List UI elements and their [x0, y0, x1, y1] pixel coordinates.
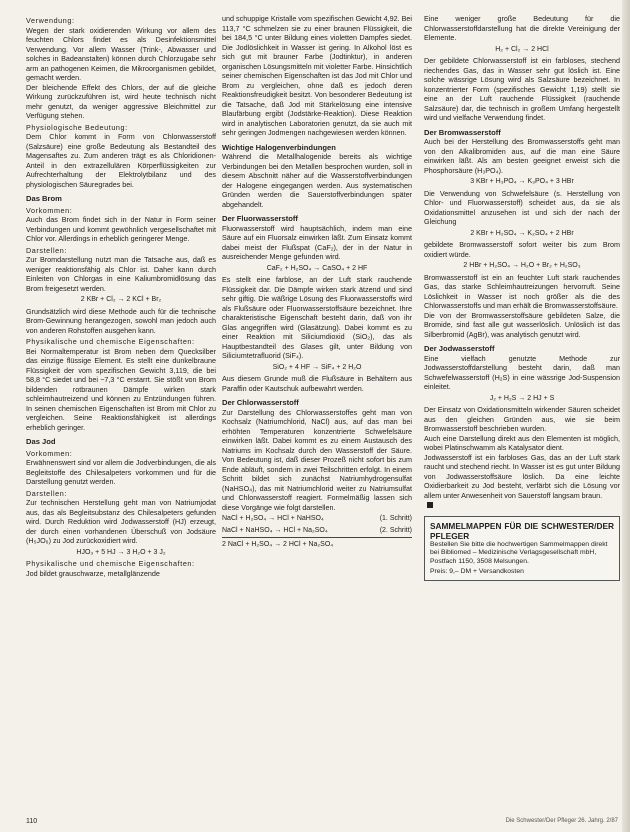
promo-body: Bestellen Sie bitte die hochwertigen Sammelmappen direkt bei Bibliomed – Medizinische Verlagsgesellschaft mbH, Postfach 1150, 3508 Melsungen.	[430, 540, 608, 566]
equation-note: (2. Schritt)	[379, 526, 412, 534]
chemical-equation: SiO₂ + 4 HF → SiF₄ + 2 H₂O	[272, 363, 362, 371]
section-heading: Der Jodwasserstoff	[424, 344, 495, 353]
subheading: Physikalische und chemische Eigenschaften:	[26, 559, 195, 568]
chemical-equation: CaF₂ + H₂SO₄ → CaSO₄ + 2 HF	[266, 264, 368, 272]
subheading: Vorkommen:	[26, 205, 73, 215]
subheading: Physikalische und chemische Eigenschaften:	[26, 337, 195, 346]
subheading: Darstellen:	[26, 488, 67, 498]
paragraph: Grundsätzlich wird diese Methode auch für die technische Brom-Gewinnung herangezogen, sowohl man jedoch auch von anderen Rohstoffen ausgehen kann.	[26, 306, 216, 335]
paragraph: Eine weniger große Bedeutung für die Chlorwasserstoffdarstellung hat die direkte Vereinigung der Elemente.	[424, 14, 620, 42]
chemical-equation: HJO₃ + 5 HJ → 3 H₂O + 3 J₂	[76, 548, 166, 556]
subheading: Verwendung:	[26, 16, 75, 25]
section-heading: Das Brom	[26, 194, 62, 203]
subheading: Darstellen:	[26, 245, 67, 255]
equation-note: (1. Schritt)	[379, 515, 412, 522]
equation-sum: 2 NaCl + H₂SO₄ → 2 HCl + Na₂SO₄	[222, 541, 334, 548]
promo-title: SAMMELMAPPEN FÜR DIE SCHWESTER/DER PFLEGER	[430, 520, 614, 541]
paragraph: Zur technischen Herstellung geht man von Natriumjodat aus, das als Begleitsubstanz des Chilesalpeters gefunden wird. Durch Reduktion wird Jodwasserstoff (HJ) erzeugt, der durch einen vorhandenen Überschuß von Jodsäure (H₅JO₆) zu Jod zurückoxidiert wird.	[26, 498, 216, 545]
equation-divider	[222, 537, 412, 538]
column-middle	[222, 14, 412, 552]
paragraph: Aus diesem Grunde muß die Flußsäure in Behältern aus Paraffin oder Kautschuk aufbewahrt werden.	[222, 374, 412, 393]
paragraph: Bei Normaltemperatur ist Brom neben dem Quecksilber das einzige flüssige Element. Es stellt eine dunkelbraune Flüssigkeit der vom spezifischen Gewicht 3,119, die bei 58,8 °C siedet und bei −7,3 °C erstarrt. Sie stößt von Brom bildenden rotbraunen Dämpfe wirken stark schleimhautreizend und können zu Entzündungen führen. In seinen chemischen Eigenschaften ist Brom mit Chlor zu vergleichen. Seine Reaktionsfähigkeit ist allerdings erheblich geringer.	[26, 346, 216, 432]
paragraph: Zur Bromdarstellung nutzt man die Tatsache aus, daß es weniger reaktionsfähig als Chlor ist. Daher kann durch Einleiten von Chlorgas in eine Kaliumbromidlösung das Brom freigesetzt werden.	[26, 255, 216, 293]
chemical-equation: 2 KBr + H₂SO₄ → K₂SO₄ + 2 HBr	[470, 229, 574, 237]
paragraph: Jodwasserstoff ist ein farbloses Gas, das an der Luft stark raucht und stechend riecht. In Wasser ist es gut unter Bildung von Jodwasserstoffsäure löslich. Da eine leichte Oxidierbarkeit zu Jod besteht, verfärbt sich die Lösung vor allem unter Anwesenheit von Sauerstoff langsam braun.	[424, 452, 620, 500]
paragraph: Jod bildet grauschwarze, metallglänzende	[26, 568, 160, 578]
article-end-mark	[427, 502, 433, 508]
paragraph: gebildete Bromwasserstoff sofort weiter bis zum Brom oxidiert würde.	[424, 240, 620, 259]
paragraph: Der gebildete Chlorwasserstoff ist ein farbloses, stechend riechendes Gas, das in Wasser sehr gut löslich ist. Eine solche wässrige Lösung wird als Salzsäure bezeichnet. In konzentrierter Form (spezifisches Gewicht 1,19) stellt sie eine an der Luft rauchende Flüssigkeit (rauchende Salzsäure) dar, die technisch in großem Umfang hergestellt wird und vielfache Verwendung findet.	[424, 56, 620, 122]
column-right	[424, 14, 620, 581]
paragraph: Während die Metallhalogenide bereits als wichtige Verbindungen bei den Metallen besprochen wurden, soll in diesem Abschnitt näher auf die Wasserstoffverbindungen der Halogene eingegangen werden. Aus systematischen Gründen werden die Sauerstoffverbindungen später abgehandelt.	[222, 152, 412, 209]
subheading: Physiologische Bedeutung:	[26, 122, 128, 132]
paragraph: Der Einsatz von Oxidationsmitteln wirkender Säuren scheidet aus den gleichen Gründen aus, wie sie beim Bromwasserstoff beschrieben wurden.	[424, 405, 620, 433]
paragraph: Die Verwendung von Schwefelsäure (s. Herstellung von Chlor- und Fluorwasserstoff) scheidet aus, da sie als Oxidationsmittel anzusehen ist und sich der nach der Gleichung	[424, 188, 620, 226]
paragraph: und schuppige Kristalle vom spezifischen Gewicht 4,92. Bei 113,7 °C schmelzen sie zu einer braunen Flüssigkeit, die bei 184,5 °C unter Bildung eines violetten Dampfes siedet. Die Jodlöslichkeit in Wasser ist gering. In Alkohol löst es sich gut mit brauner Farbe (Jodtinktur), in anderen organischen Lösungsmitteln mit violetter Farbe. Hinsichtlich seiner chemischen Eigenschaften ist das Jod mit Chlor und Brom zu vergleichen, ohne daß es jedoch deren Reaktionsfreudigkeit besitzt. Von besonderer Bedeutung ist die Tatsache, daß Jod mit Stärkelösung eine intensive Blaufärbung ergibt (Jodstärke-Reaktion). Diese Reaktion wird in analytischen Laboratorien genutzt, da sie auch mit sehr geringen Jodmengen nachgewiesen werden können.	[222, 14, 412, 137]
journal-footer: Die Schwester/Der Pfleger 26. Jahrg. 2/87	[505, 818, 618, 824]
chemical-equation: H₂ + Cl₂ → 2 HCl	[495, 45, 549, 53]
section-heading: Das Jod	[26, 437, 56, 446]
hcl-equations	[222, 514, 412, 550]
section-heading: Wichtige Halogenverbindungen	[222, 142, 336, 152]
equation-row	[222, 526, 412, 536]
paragraph: Es stellt eine farblose, an der Luft stark rauchende Flüssigkeit dar. Die Dämpfe wirken stark ätzend und sind sehr giftig. Die wäßrige Lösung des Fluorwasserstoffs wird als Flußsäure oder Fluorwasserstoffsäure bezeichnet. Ihre charakteristische Eigenschaft besteht darin, daß von ihr Glas angegriffen wird (Glasätzung). Dabei kommt es zu einer Reaktion mit Siliciumdioxid (SiO₂), das als Hauptbestandteil des Glases gilt, unter Bildung von Siliciumtetrafluorid (SiF₄).	[222, 275, 412, 360]
chemical-equation: 2 HBr + H₂SO₄ → H₂O + Br₂ + H₂SO₃	[463, 262, 581, 269]
equation: NaCl + NaHSO₄ → HCl + Na₂SO₄	[222, 526, 328, 534]
equation: NaCl + H₂SO₄ → HCl + NaHSO₄	[222, 515, 324, 522]
paragraph: Auch eine Darstellung direkt aus den Elementen ist möglich, wobei Platinschwamm als Katalysator dient.	[424, 433, 620, 452]
section-heading: Der Fluorwasserstoff	[222, 214, 298, 223]
paragraph: Der bleichende Effekt des Chlors, der auf die gleiche Wirkung zurückzuführen ist, wird heute technisch nicht mehr genutzt, da weniger aggressive Bleichmittel zur Verfügung stehen.	[26, 82, 216, 120]
paragraph: Die von der Bromwasserstoffsäure gebildeten Salze, die Bromide, sind fast alle gut wasserlöslich. Unlöslich ist das Silberbromid (AgBr), was analytisch genutzt wird.	[424, 310, 620, 339]
section-heading: Der Chlorwasserstoff	[222, 398, 299, 407]
promo-box	[424, 516, 620, 582]
promo-price: Preis: 9,– DM + Versandkosten	[430, 567, 524, 575]
chemical-equation: 2 KBr + Cl₂ → 2 KCl + Br₂	[80, 296, 162, 303]
subheading: Vorkommen:	[26, 448, 73, 458]
page-number: 110	[26, 818, 38, 825]
paragraph: Bromwasserstoff ist ein an feuchter Luft stark rauchendes Gas, das starke Schleimhautreizungen hervorruft. Seine Löslichkeit in Wasser ist noch größer als die des Chlorwasserstoffs und man erhält die Bromwasserstoffsäure.	[424, 272, 620, 310]
chemical-equation: J₂ + H₂S → 2 HJ + S	[489, 394, 555, 402]
paragraph: Zur Darstellung des Chlorwasserstoffes geht man von Kochsalz (Natriumchlorid, NaCl) aus, auf das man bei erhöhten Temperaturen konzentrierte Schwefelsäure einwirken läßt. Dabei kommt es zu einem Austausch des Natriums im Kochsalz durch den Wasserstoff der Säure. Von Bedeutung ist, daß dieser Prozeß nicht sofort bis zum Ende abläuft, sondern in zwei Teilschritten erfolgt. In einem Schritt bildet sich zunächst Natriumhydrogensulfat (NaHSO₄), das mit Natriumchlorid weiter zu Natriumsulfat und Chlorwasserstoff reagiert. Formelmäßig lassen sich diese Vorgänge wie folgt darstellen.	[222, 407, 412, 512]
paragraph: Erwähnenswert sind vor allem die Jodverbindungen, die als Begleitstoffe des Chilesalpeters vorkommen und für die Darstellung genutzt werden.	[26, 458, 216, 486]
equation-row	[222, 514, 412, 524]
column-left	[26, 14, 216, 578]
paragraph: Eine vielfach genutzte Methode zur Jodwasserstoffdarstellung besteht darin, daß man Schwefelwasserstoff (H₂S) in eine wässrige Jod-Suspension einleitet.	[424, 353, 620, 391]
page-edge-shadow	[622, 0, 630, 832]
paragraph: Auch bei der Herstellung des Bromwasserstoffs geht man von den Alkalibromiden aus, auf die man eine Säure einwirken läßt. Als am besten geeignet erweist sich die Phosphorsäure (H₃PO₄).	[424, 137, 620, 175]
chemical-equation: 3 KBr + H₃PO₄ → K₃PO₄ + 3 HBr	[470, 178, 574, 185]
paragraph: Auch das Brom findet sich in der Natur in Form seiner Verbindungen und kommt gewöhnlich vergesellschaftet mit Chlor vor. Allerdings in erheblich geringerer Menge.	[26, 215, 216, 243]
paragraph: Dem Chlor kommt in Form von Chlorwasserstoff (Salzsäure) eine große Bedeutung als Bestandteil des Magensaftes zu. Zum anderen trägt es als Chloridionen-Anteil in den extrazellulären Körperflüssigkeiten zur Aufrechterhaltung der Elektrolytbilanz und des physiologischen Säuregrades bei.	[26, 132, 216, 189]
section-heading: Der Bromwasserstoff	[424, 127, 501, 137]
equation-row	[222, 540, 412, 550]
paragraph: Fluorwasserstoff wird hauptsächlich, indem man eine Säure auf ein Fluorsalz einwirken läßt. Zum Einsatz kommt dabei meist der Flußspat (CaF₂), der in der Natur in ausreichender Menge gefunden wird.	[222, 223, 412, 261]
paragraph: Wegen der stark oxidierenden Wirkung vor allem des feuchten Chlors findet es als Desinfektionsmittel Verwendung. Vor allem Wasser (Trink-, Abwasser und solches in Badeanstalten) können durch Chlorzugabe sehr arm an pathogenen Keimen, die Mikroorganismen gebildet, gemacht werden.	[26, 25, 216, 82]
